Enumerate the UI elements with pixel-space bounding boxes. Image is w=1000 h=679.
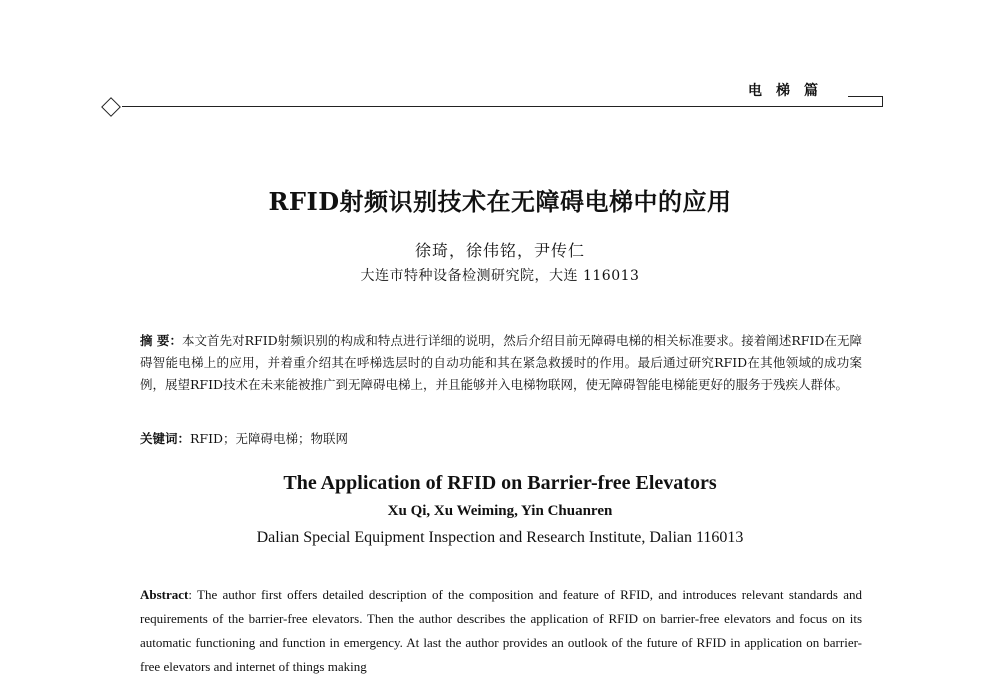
paper-title-cn: RFID射频识别技术在无障碍电梯中的应用 [268, 187, 732, 216]
abstract-label-en: Abstract [140, 587, 189, 602]
keywords-text-cn: RFID；无障碍电梯；物联网 [190, 431, 349, 446]
abstract-sep-en: : [188, 587, 198, 602]
keywords-cn [140, 428, 862, 450]
paper-title-en: The Application of RFID on Barrier-free Elevators [283, 472, 717, 494]
abstract-label-cn: 摘 要： [140, 333, 182, 348]
abstract-text-cn: 本文首先对RFID射频识别的构成和特点进行详细的说明，然后介绍目前无障碍电梯的相关标准要求。接着阐述RFID在无障碍智能电梯上的应用，并着重介绍其在呼梯选层时的自动功能和其在紧急救援时的作用。最后通过研究RFID在其他领域的成功案例，展望RFID技术在未来能被推广到无障碍电梯上，并且能够并入电梯物联网，使无障碍智能电梯能更好的服务于残疾人群体。 [140, 333, 862, 392]
affiliation-en: Dalian Special Equipment Inspection and Research Institute, Dalian 116013 [256, 529, 744, 546]
header-rule-tail [848, 96, 883, 107]
affiliation-cn: 大连市特种设备检测研究院，大连 116013 [360, 268, 640, 284]
authors-en: Xu Qi, Xu Weiming, Yin Chuanren [387, 503, 613, 519]
section-label: 电梯篇 [748, 83, 832, 99]
diamond-icon [101, 97, 121, 117]
authors-cn: 徐琦，徐伟铭，尹传仁 [414, 241, 585, 260]
header-rule [122, 106, 882, 107]
keywords-label-cn: 关键词： [140, 431, 191, 446]
abstract-en [140, 583, 862, 679]
abstract-text-en: The author first offers detailed description of the composition and feature of RFID, and introduces relevant standards and requirements of the barrier-free elevators. Then the author describes the application of RFID on barrier-free elevators and focus on its automatic functioning and function in emergency. At last the author provides an outlook of the future of RFID in application on barrier-free elevators and internet of things making [140, 587, 862, 674]
abstract-cn [140, 330, 862, 396]
